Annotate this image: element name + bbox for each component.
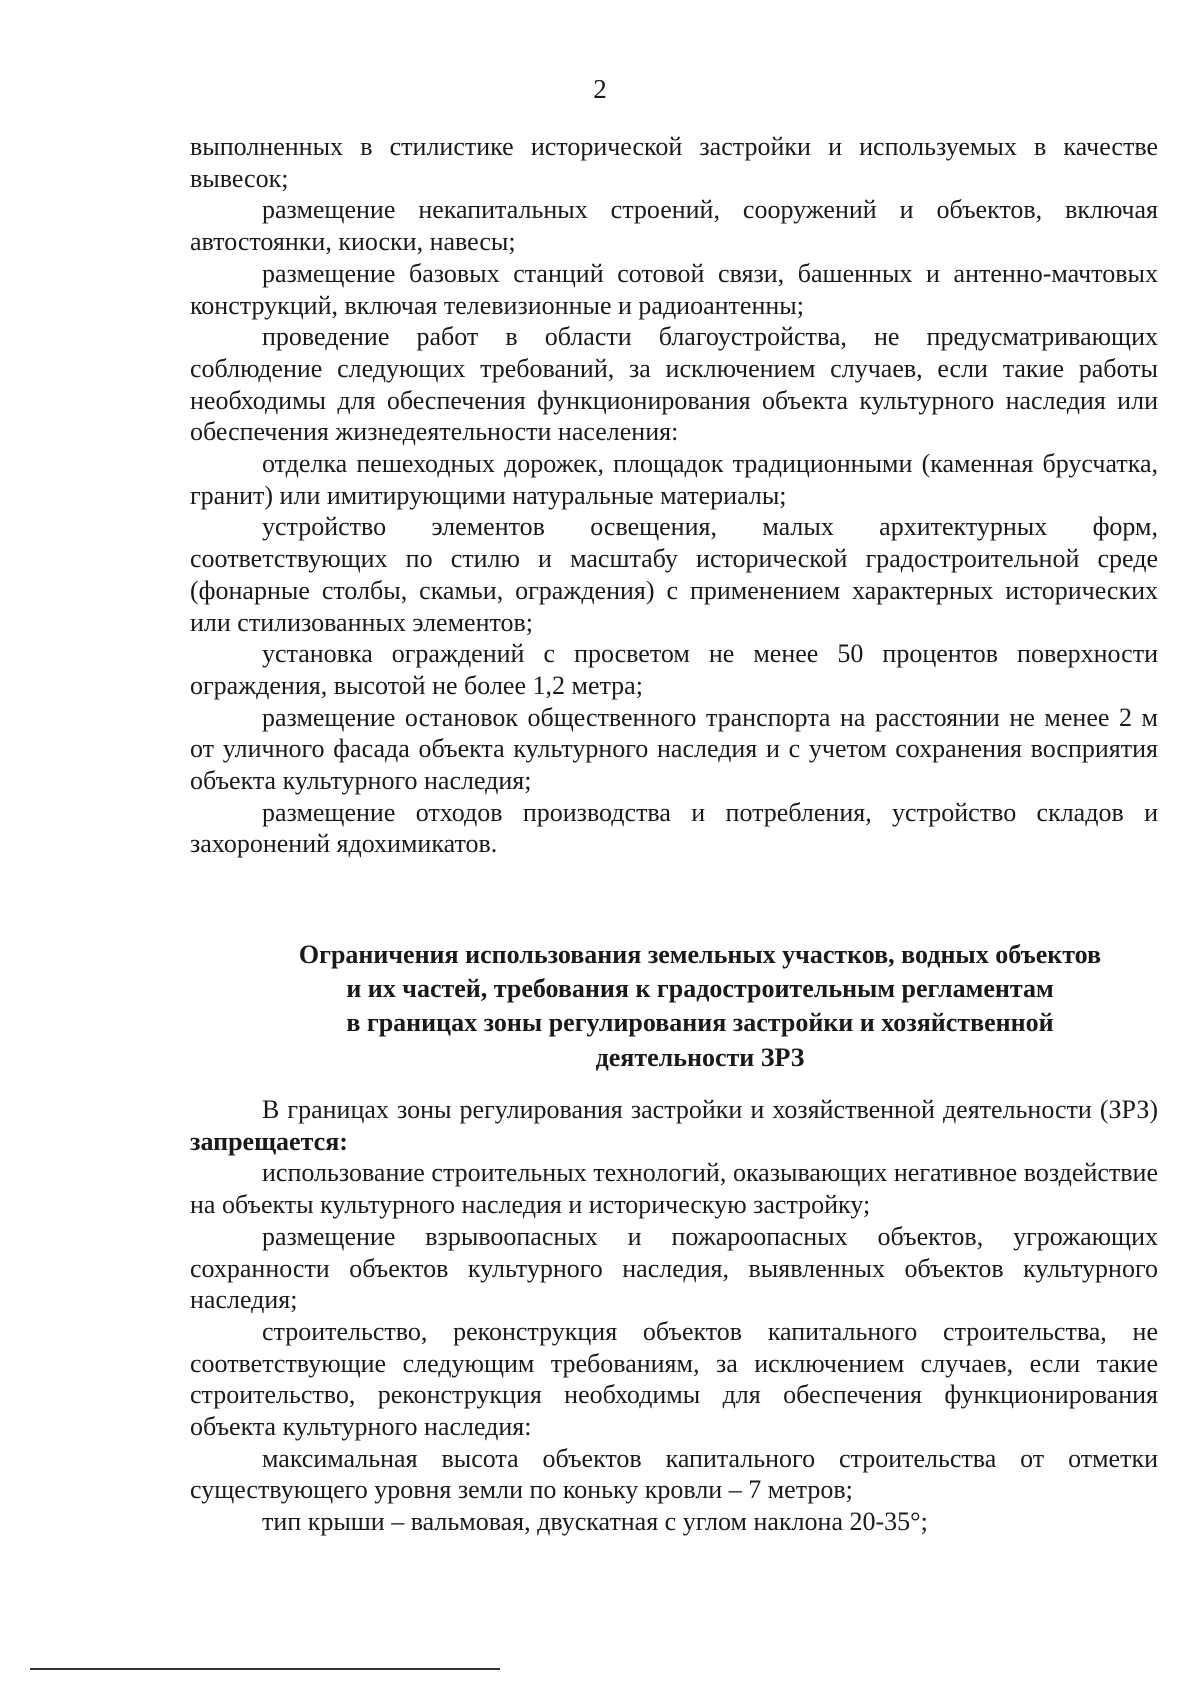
section-zrz-restrictions [190,1094,1158,1538]
paragraph: использование строительных технологий, оказывающих негативное воздействие на объекты культурного наследия и историческую застройку; [190,1158,1158,1220]
heading-line: и их частей, требования к градостроительным регламентам [346,974,1054,1004]
paragraph: размещение отходов производства и потребления, устройство складов и захоронений ядохимикатов. [190,797,1158,859]
paragraph: строительство, реконструкция объектов капитального строительства, не соответствующие следующим требованиям, за исключением случаев, если такие строительство, реконструкция необходимы для обеспечения функционирования объекта культурного наследия: [190,1316,1158,1442]
paragraph: размещение базовых станций сотовой связи, башенных и антенно-мачтовых конструкций, включая телевизионные и радиоантенны; [190,258,1158,320]
heading-line: деятельности ЗРЗ [595,1042,805,1072]
intro-text: В границах зоны регулирования застройки и хозяйственной деятельности (ЗРЗ) [262,1095,1158,1124]
paragraph: размещение взрывоопасных и пожароопасных объектов, угрожающих сохранности объектов культурного наследия, выявленных объектов культурного наследия; [190,1221,1158,1315]
heading-line: в границах зоны регулирования застройки и хозяйственной [346,1008,1054,1038]
paragraph: проведение работ в области благоустройства, не предусматривающих соблюдение следующих требований, за исключением случаев, если такие работы необходимы для обеспечения функционирования объекта культурного наследия или обеспечения жизнедеятельности населения: [190,322,1158,447]
paragraph: отделка пешеходных дорожек, площадок традиционными (каменная брусчатка, гранит) или имитирующими натуральные материалы; [190,449,1158,510]
section-prohibitions-continued [190,131,1158,860]
paragraph: размещение остановок общественного транспорта на расстоянии не менее 2 м от уличного фасада объекта культурного наследия и с учетом сохранения восприятия объекта культурного наследия; [190,702,1158,796]
intro-bold-text: запрещается: [190,1126,348,1156]
paragraph: установка ограждений с просветом не менее 50 процентов поверхности ограждения, высотой не более 1,2 метра; [190,639,1158,700]
paragraph: тип крыши – вальмовая, двускатная с углом наклона 20-35°; [262,1507,928,1537]
heading-line: Ограничения использования земельных участков, водных объектов [298,940,1102,969]
footer-divider [30,1668,500,1670]
page-number: 2 [593,74,607,104]
paragraph: максимальная высота объектов капитального строительства от отметки существующего уровня земли по коньку кровли – 7 метров; [190,1443,1158,1505]
paragraph: размещение некапитальных строений, сооружений и объектов, включая автостоянки, киоски, навесы; [190,195,1158,257]
intro-paragraph [190,1094,1158,1157]
section-heading [250,938,1150,1075]
paragraph: выполненных в стилистике исторической застройки и используемых в качестве вывесок; [190,132,1158,193]
paragraph: устройство элементов освещения, малых архитектурных форм, соответствующих по стилю и масштабу исторической градостроительной среде (фонарные столбы, скамьи, ограждения) с применением характерных исторических или стилизованных элементов; [190,512,1158,637]
